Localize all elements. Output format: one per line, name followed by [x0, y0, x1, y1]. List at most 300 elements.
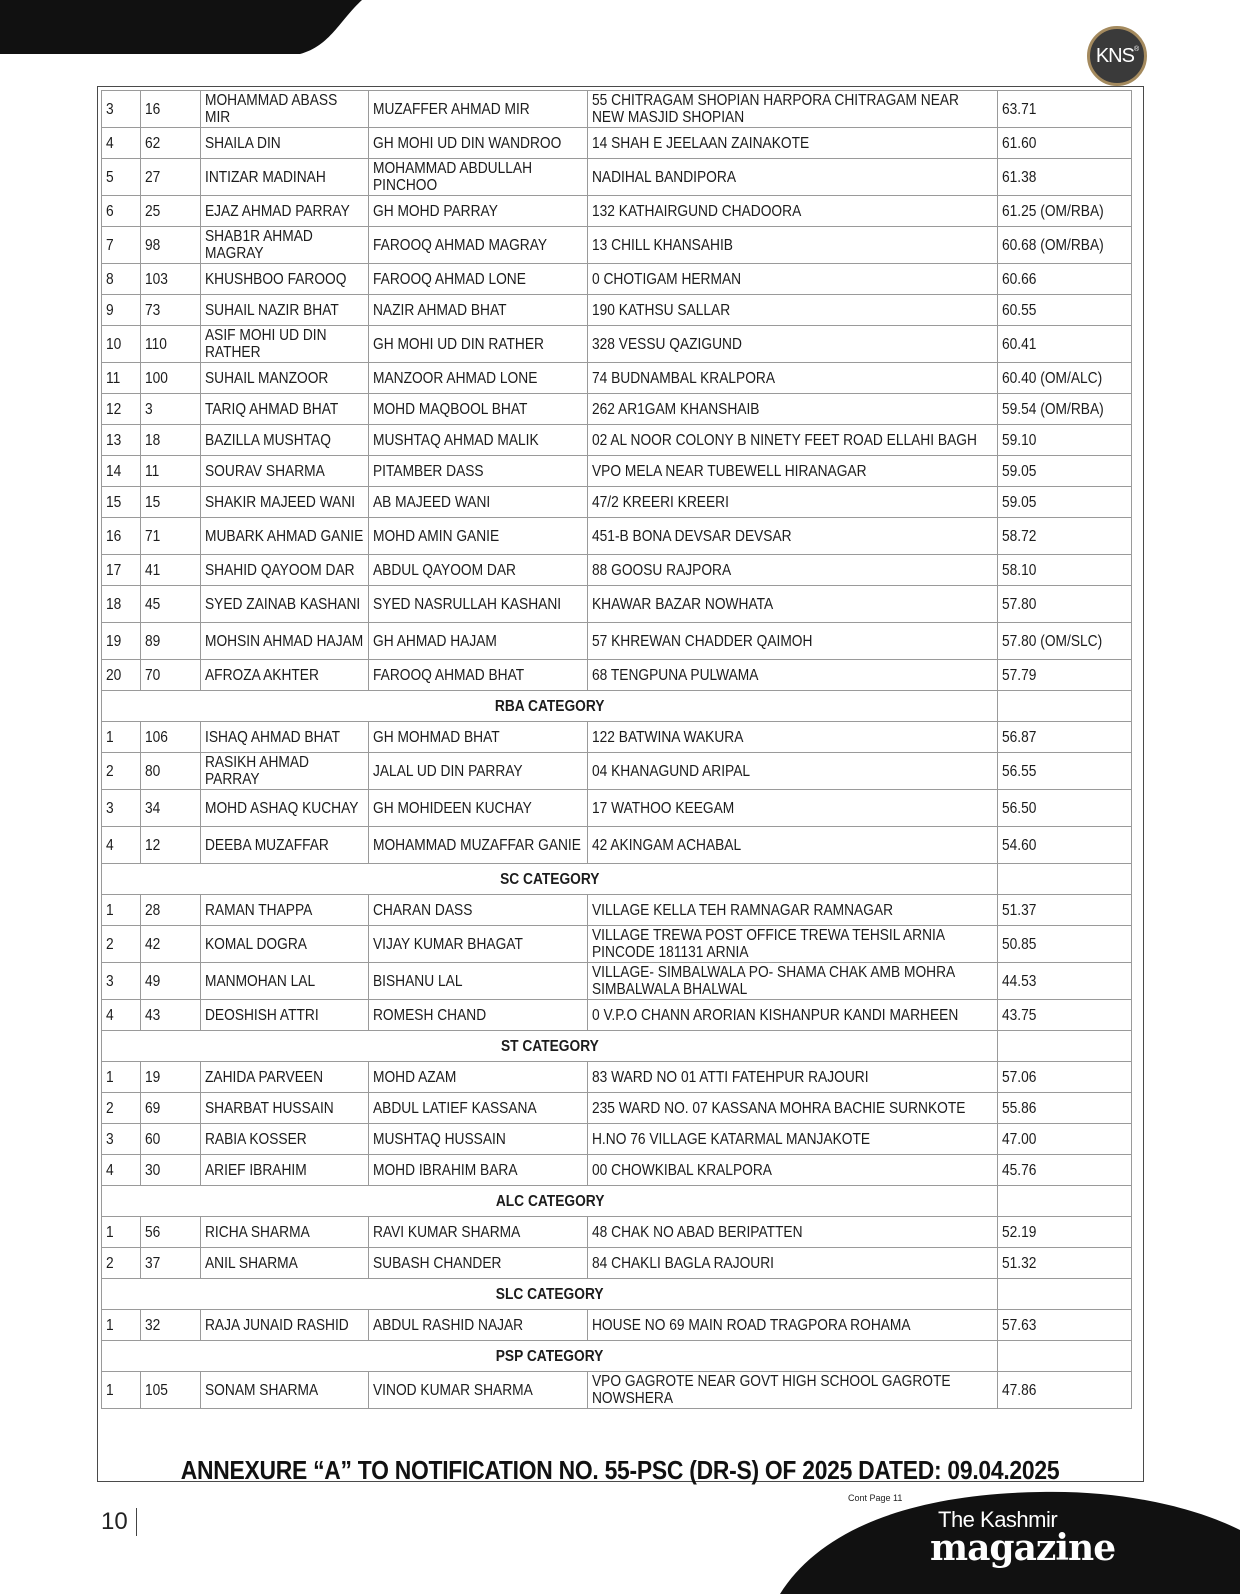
score-cell — [998, 91, 1132, 128]
serial-no-cell — [102, 227, 141, 264]
table-row — [102, 623, 1132, 660]
parentage-cell — [368, 227, 587, 264]
score-cell-text: 56.87 — [1002, 728, 1037, 746]
parentage-cell-text: MUZAFFER AHMAD MIR — [372, 100, 530, 118]
serial-no-cell — [102, 1217, 141, 1248]
score-cell — [998, 1372, 1132, 1409]
candidate-name-cell — [200, 1310, 368, 1341]
serial-no-cell — [102, 586, 141, 623]
parentage-cell-text: MOHD MAQBOOL BHAT — [372, 400, 528, 418]
table-row — [102, 827, 1132, 864]
parentage-cell — [368, 790, 587, 827]
serial-no-cell-text: 1 — [106, 1068, 114, 1086]
serial-no-cell-text: 7 — [106, 236, 114, 254]
serial-no-cell-text: 9 — [106, 301, 114, 319]
roll-no-cell-text: 12 — [144, 836, 161, 854]
address-cell — [587, 295, 998, 326]
serial-no-cell — [102, 487, 141, 518]
candidate-name-cell — [200, 363, 368, 394]
roll-no-cell-text: 69 — [144, 1099, 161, 1117]
candidate-name-cell-text: SOURAV SHARMA — [204, 462, 325, 480]
serial-no-cell-text: 3 — [106, 799, 114, 817]
address-cell-text: 88 GOOSU RAJPORA — [591, 561, 732, 579]
serial-no-cell — [102, 1093, 141, 1124]
parentage-cell — [368, 623, 587, 660]
candidate-name-cell — [200, 722, 368, 753]
address-cell-text: 14 SHAH E JEELAAN ZAINAKOTE — [591, 134, 810, 152]
serial-no-cell-text: 2 — [106, 1254, 114, 1272]
annexure-title: ANNEXURE “A” TO NOTIFICATION NO. 55-PSC (DR-S) OF 2025 DATED: 09.04.2025 — [180, 1455, 1060, 1485]
candidate-name-cell-text: SHAILA DIN — [204, 134, 281, 152]
score-cell — [998, 518, 1132, 555]
roll-no-cell — [140, 926, 200, 963]
roll-no-cell — [140, 518, 200, 555]
category-blank-cell — [998, 1186, 1132, 1217]
candidate-name-cell — [200, 1000, 368, 1031]
address-cell-text: 42 AKINGAM ACHABAL — [591, 836, 742, 854]
table-row — [102, 295, 1132, 326]
score-cell-text: 57.80 — [1002, 595, 1037, 613]
candidate-name-cell-text: RASIKH AHMAD PARRAY — [204, 754, 309, 788]
serial-no-cell-text: 14 — [106, 462, 122, 480]
serial-no-cell — [102, 91, 141, 128]
address-cell — [587, 196, 998, 227]
address-cell-text: 00 CHOWKIBAL KRALPORA — [591, 1161, 772, 1179]
address-cell — [587, 91, 998, 128]
score-cell — [998, 827, 1132, 864]
parentage-cell — [368, 487, 587, 518]
address-cell-text: 235 WARD NO. 07 KASSANA MOHRA BACHIE SURNKOTE — [591, 1099, 966, 1117]
score-cell — [998, 555, 1132, 586]
candidate-name-cell — [200, 555, 368, 586]
candidate-name-cell-text: BAZILLA MUSHTAQ — [204, 431, 331, 449]
category-header-row — [102, 1341, 1132, 1372]
candidate-name-cell-text: MOHD ASHAQ KUCHAY — [204, 799, 359, 817]
serial-no-cell-text: 3 — [106, 100, 114, 118]
table-row — [102, 487, 1132, 518]
address-cell-text: 132 KATHAIRGUND CHADOORA — [591, 202, 802, 220]
table-row — [102, 425, 1132, 456]
roll-no-cell-text: 89 — [144, 632, 161, 650]
candidate-name-cell — [200, 963, 368, 1000]
roll-no-cell-text: 45 — [144, 595, 161, 613]
parentage-cell-text: ABDUL QAYOOM DAR — [372, 561, 516, 579]
candidate-name-cell — [200, 1217, 368, 1248]
score-cell — [998, 1217, 1132, 1248]
score-cell — [998, 1062, 1132, 1093]
candidate-name-cell-text: TARIQ AHMAD BHAT — [204, 400, 339, 418]
parentage-cell-text: GH MOHIDEEN KUCHAY — [372, 799, 532, 817]
score-cell — [998, 227, 1132, 264]
category-title-text: PSP CATEGORY — [495, 1347, 604, 1365]
parentage-cell — [368, 1310, 587, 1341]
roll-no-cell — [140, 660, 200, 691]
parentage-cell-text: MOHAMMAD MUZAFFAR GANIE — [372, 836, 581, 854]
address-cell-text: NADIHAL BANDIPORA — [591, 168, 736, 186]
parentage-cell — [368, 1372, 587, 1409]
candidate-name-cell-text: RAMAN THAPPA — [204, 901, 313, 919]
candidate-name-cell — [200, 586, 368, 623]
table-row — [102, 1372, 1132, 1409]
score-cell — [998, 1155, 1132, 1186]
parentage-cell — [368, 1124, 587, 1155]
candidate-name-cell — [200, 196, 368, 227]
category-title-text: SLC CATEGORY — [495, 1285, 604, 1303]
serial-no-cell-text: 2 — [106, 935, 114, 953]
serial-no-cell-text: 18 — [106, 595, 122, 613]
parentage-cell-text: VIJAY KUMAR BHAGAT — [372, 935, 523, 953]
address-cell — [587, 1248, 998, 1279]
address-cell-text: VILLAGE KELLA TEH RAMNAGAR RAMNAGAR — [591, 901, 893, 919]
score-cell-text: 55.86 — [1002, 1099, 1037, 1117]
serial-no-cell — [102, 963, 141, 1000]
score-cell-text: 57.06 — [1002, 1068, 1037, 1086]
roll-no-cell-text: 110 — [144, 335, 167, 353]
serial-no-cell-text: 2 — [106, 762, 114, 780]
address-cell — [587, 363, 998, 394]
roll-no-cell-text: 37 — [144, 1254, 161, 1272]
parentage-cell — [368, 1062, 587, 1093]
table-row — [102, 895, 1132, 926]
category-header-row — [102, 864, 1132, 895]
serial-no-cell-text: 1 — [106, 1316, 114, 1334]
table-row — [102, 1248, 1132, 1279]
roll-no-cell — [140, 963, 200, 1000]
candidate-name-cell-text: MUBARK AHMAD GANIE — [204, 527, 364, 545]
roll-no-cell-text: 32 — [144, 1316, 161, 1334]
serial-no-cell — [102, 456, 141, 487]
table-row — [102, 264, 1132, 295]
score-cell — [998, 586, 1132, 623]
roll-no-cell — [140, 1217, 200, 1248]
parentage-cell-text: RAVI KUMAR SHARMA — [372, 1223, 521, 1241]
score-cell-text: 56.55 — [1002, 762, 1037, 780]
parentage-cell-text: SUBASH CHANDER — [372, 1254, 502, 1272]
parentage-cell — [368, 586, 587, 623]
score-cell — [998, 926, 1132, 963]
candidate-name-cell — [200, 487, 368, 518]
roll-no-cell-text: 11 — [144, 462, 159, 480]
parentage-cell — [368, 91, 587, 128]
score-cell-text: 50.85 — [1002, 935, 1037, 953]
table-row — [102, 1124, 1132, 1155]
score-cell-text: 57.79 — [1002, 666, 1037, 684]
parentage-cell-text: MANZOOR AHMAD LONE — [372, 369, 538, 387]
serial-no-cell-text: 4 — [106, 1006, 114, 1024]
parentage-cell-text: GH AHMAD HAJAM — [372, 632, 497, 650]
address-cell-text: VPO GAGROTE NEAR GOVT HIGH SCHOOL GAGROTE NOWSHERA — [591, 1373, 951, 1407]
address-cell — [587, 227, 998, 264]
parentage-cell-text: PITAMBER DASS — [372, 462, 484, 480]
address-cell — [587, 555, 998, 586]
roll-no-cell-text: 71 — [144, 527, 161, 545]
score-cell-text: 54.60 — [1002, 836, 1037, 854]
parentage-cell-text: ABDUL RASHID NAJAR — [372, 1316, 524, 1334]
address-cell — [587, 456, 998, 487]
address-cell-text: 57 KHREWAN CHADDER QAIMOH — [591, 632, 813, 650]
category-header-row — [102, 1186, 1132, 1217]
address-cell-text: KHAWAR BAZAR NOWHATA — [591, 595, 774, 613]
candidate-name-cell — [200, 926, 368, 963]
category-title — [102, 1279, 998, 1310]
kns-logo — [1087, 26, 1147, 86]
serial-no-cell — [102, 159, 141, 196]
score-cell-text: 51.32 — [1002, 1254, 1037, 1272]
score-cell-text: 47.86 — [1002, 1381, 1037, 1399]
serial-no-cell-text: 4 — [106, 1161, 114, 1179]
table-row — [102, 394, 1132, 425]
roll-no-cell — [140, 827, 200, 864]
roll-no-cell-text: 62 — [144, 134, 161, 152]
candidate-name-cell — [200, 128, 368, 159]
address-cell-text: 83 WARD NO 01 ATTI FATEHPUR RAJOURI — [591, 1068, 869, 1086]
parentage-cell — [368, 1217, 587, 1248]
parentage-cell — [368, 1155, 587, 1186]
table-row — [102, 227, 1132, 264]
parentage-cell — [368, 555, 587, 586]
address-cell-text: 13 CHILL KHANSAHIB — [591, 236, 733, 254]
roll-no-cell-text: 42 — [144, 935, 161, 953]
candidate-name-cell — [200, 1124, 368, 1155]
address-cell-text: 55 CHITRAGAM SHOPIAN HARPORA CHITRAGAM NEAR NEW MASJID SHOPIAN — [591, 92, 959, 126]
candidate-name-cell — [200, 790, 368, 827]
serial-no-cell-text: 5 — [106, 168, 114, 186]
roll-no-cell-text: 100 — [144, 369, 168, 387]
score-cell-text: 52.19 — [1002, 1223, 1037, 1241]
serial-no-cell — [102, 1248, 141, 1279]
roll-no-cell — [140, 295, 200, 326]
roll-no-cell — [140, 623, 200, 660]
table-row — [102, 128, 1132, 159]
roll-no-cell — [140, 326, 200, 363]
score-cell — [998, 295, 1132, 326]
parentage-cell-text: AB MAJEED WANI — [372, 493, 491, 511]
address-cell — [587, 753, 998, 790]
serial-no-cell-text: 6 — [106, 202, 114, 220]
roll-no-cell — [140, 1000, 200, 1031]
score-cell — [998, 790, 1132, 827]
magazine-brand-name: magazine — [930, 1527, 1116, 1569]
table-row — [102, 660, 1132, 691]
parentage-cell — [368, 425, 587, 456]
score-cell — [998, 487, 1132, 518]
serial-no-cell — [102, 660, 141, 691]
serial-no-cell — [102, 363, 141, 394]
roll-no-cell-text: 43 — [144, 1006, 161, 1024]
serial-no-cell — [102, 555, 141, 586]
roll-no-cell — [140, 1062, 200, 1093]
candidate-name-cell — [200, 1248, 368, 1279]
roll-no-cell-text: 3 — [144, 400, 153, 418]
score-cell — [998, 1124, 1132, 1155]
magazine-brand-the: The Kashmir — [938, 1507, 1058, 1532]
candidate-name-cell-text: SYED ZAINAB KASHANI — [204, 595, 361, 613]
candidate-name-cell-text: SUHAIL MANZOOR — [204, 369, 329, 387]
score-cell-text: 60.55 — [1002, 301, 1037, 319]
score-cell-text: 60.41 — [1002, 335, 1037, 353]
address-cell — [587, 1062, 998, 1093]
score-cell-text: 60.66 — [1002, 270, 1037, 288]
score-cell — [998, 326, 1132, 363]
parentage-cell — [368, 326, 587, 363]
roll-no-cell-text: 49 — [144, 972, 161, 990]
parentage-cell — [368, 926, 587, 963]
serial-no-cell — [102, 722, 141, 753]
table-row — [102, 790, 1132, 827]
parentage-cell-text: MOHD AMIN GANIE — [372, 527, 500, 545]
parentage-cell-text: MUSHTAQ AHMAD MALIK — [372, 431, 539, 449]
score-cell-text: 57.63 — [1002, 1316, 1037, 1334]
serial-no-cell — [102, 264, 141, 295]
roll-no-cell-text: 70 — [144, 666, 161, 684]
roll-no-cell — [140, 1248, 200, 1279]
roll-no-cell — [140, 1124, 200, 1155]
parentage-cell — [368, 363, 587, 394]
serial-no-cell-text: 10 — [106, 335, 122, 353]
roll-no-cell — [140, 1093, 200, 1124]
parentage-cell — [368, 1093, 587, 1124]
address-cell — [587, 963, 998, 1000]
address-cell — [587, 425, 998, 456]
candidate-name-cell — [200, 1155, 368, 1186]
candidate-name-cell — [200, 394, 368, 425]
parentage-cell-text: SYED NASRULLAH KASHANI — [372, 595, 562, 613]
roll-no-cell — [140, 159, 200, 196]
table-row — [102, 456, 1132, 487]
serial-no-cell-text: 8 — [106, 270, 114, 288]
address-cell — [587, 586, 998, 623]
score-cell-text: 45.76 — [1002, 1161, 1037, 1179]
serial-no-cell — [102, 895, 141, 926]
candidate-name-cell — [200, 623, 368, 660]
candidate-name-cell-text: ARIEF IBRAHIM — [204, 1161, 307, 1179]
candidate-name-cell — [200, 660, 368, 691]
roll-no-cell — [140, 227, 200, 264]
address-cell-text: 0 CHOTIGAM HERMAN — [591, 270, 741, 288]
score-cell — [998, 128, 1132, 159]
score-cell — [998, 963, 1132, 1000]
roll-no-cell-text: 25 — [144, 202, 161, 220]
header-corner-shape — [0, 0, 380, 56]
candidate-name-cell-text: EJAZ AHMAD PARRAY — [204, 202, 350, 220]
score-cell — [998, 623, 1132, 660]
score-cell — [998, 753, 1132, 790]
score-cell — [998, 196, 1132, 227]
address-cell-text: VILLAGE TREWA POST OFFICE TREWA TEHSIL ARNIA PINCODE 181131 ARNIA — [591, 927, 945, 961]
serial-no-cell — [102, 926, 141, 963]
candidate-name-cell — [200, 159, 368, 196]
roll-no-cell — [140, 128, 200, 159]
score-cell-text: 61.25 (OM/RBA) — [1002, 202, 1105, 220]
serial-no-cell — [102, 1155, 141, 1186]
serial-no-cell-text: 11 — [106, 369, 121, 387]
score-cell — [998, 1000, 1132, 1031]
roll-no-cell-text: 19 — [144, 1068, 161, 1086]
table-row — [102, 926, 1132, 963]
address-cell — [587, 128, 998, 159]
roll-no-cell-text: 18 — [144, 431, 161, 449]
score-cell — [998, 456, 1132, 487]
serial-no-cell-text: 1 — [106, 1381, 114, 1399]
parentage-cell — [368, 1248, 587, 1279]
candidate-name-cell-text: KHUSHBOO FAROOQ — [204, 270, 347, 288]
category-blank-cell — [998, 864, 1132, 895]
candidate-name-cell-text: SHARBAT HUSSAIN — [204, 1099, 334, 1117]
address-cell — [587, 1000, 998, 1031]
score-cell-text: 56.50 — [1002, 799, 1037, 817]
candidate-name-cell-text: KOMAL DOGRA — [204, 935, 307, 953]
roll-no-cell-text: 28 — [144, 901, 161, 919]
serial-no-cell-text: 15 — [106, 493, 122, 511]
serial-no-cell — [102, 753, 141, 790]
score-cell — [998, 660, 1132, 691]
score-cell — [998, 264, 1132, 295]
score-cell-text: 58.72 — [1002, 527, 1037, 545]
score-cell — [998, 363, 1132, 394]
parentage-cell — [368, 753, 587, 790]
address-cell-text: 04 KHANAGUND ARIPAL — [591, 762, 750, 780]
roll-no-cell — [140, 394, 200, 425]
serial-no-cell-text: 12 — [106, 400, 122, 418]
table-row — [102, 1093, 1132, 1124]
parentage-cell — [368, 196, 587, 227]
address-cell — [587, 264, 998, 295]
score-cell-text: 61.38 — [1002, 168, 1037, 186]
parentage-cell-text: ABDUL LATIEF KASSANA — [372, 1099, 537, 1117]
category-header-row — [102, 1031, 1132, 1062]
parentage-cell-text: NAZIR AHMAD BHAT — [372, 301, 507, 319]
address-cell-text: H.NO 76 VILLAGE KATARMAL MANJAKOTE — [591, 1130, 870, 1148]
address-cell — [587, 159, 998, 196]
candidate-name-cell — [200, 1093, 368, 1124]
parentage-cell — [368, 827, 587, 864]
parentage-cell — [368, 394, 587, 425]
serial-no-cell-text: 20 — [106, 666, 122, 684]
parentage-cell — [368, 128, 587, 159]
table-row — [102, 363, 1132, 394]
score-cell — [998, 425, 1132, 456]
parentage-cell — [368, 295, 587, 326]
page-number-divider — [136, 1508, 137, 1536]
candidate-name-cell-text: ANIL SHARMA — [204, 1254, 298, 1272]
parentage-cell-text: FAROOQ AHMAD LONE — [372, 270, 526, 288]
roll-no-cell-text: 98 — [144, 236, 161, 254]
score-cell-text: 60.68 (OM/RBA) — [1002, 236, 1105, 254]
parentage-cell — [368, 518, 587, 555]
roll-no-cell — [140, 264, 200, 295]
parentage-cell — [368, 456, 587, 487]
candidate-name-cell-text: SHAB1R AHMAD MAGRAY — [204, 228, 313, 262]
serial-no-cell — [102, 394, 141, 425]
parentage-cell-text: MUSHTAQ HUSSAIN — [372, 1130, 506, 1148]
serial-no-cell-text: 3 — [106, 972, 114, 990]
serial-no-cell-text: 3 — [106, 1130, 114, 1148]
score-cell-text: 44.53 — [1002, 972, 1037, 990]
candidate-name-cell-text: MOHAMMAD ABASS MIR — [204, 92, 338, 126]
address-cell-text: VILLAGE- SIMBALWALA PO- SHAMA CHAK AMB MOHRA SIMBALWALA BHALWAL — [591, 964, 955, 998]
candidate-name-cell — [200, 264, 368, 295]
serial-no-cell-text: 1 — [106, 901, 114, 919]
parentage-cell — [368, 895, 587, 926]
address-cell-text: 68 TENGPUNA PULWAMA — [591, 666, 759, 684]
roll-no-cell-text: 15 — [144, 493, 161, 511]
address-cell-text: VPO MELA NEAR TUBEWELL HIRANAGAR — [591, 462, 867, 480]
address-cell-text: 328 VESSU QAZIGUND — [591, 335, 742, 353]
serial-no-cell-text: 19 — [106, 632, 122, 650]
address-cell — [587, 827, 998, 864]
candidate-name-cell-text: SHAHID QAYOOM DAR — [204, 561, 355, 579]
parentage-cell-text: FAROOQ AHMAD BHAT — [372, 666, 525, 684]
